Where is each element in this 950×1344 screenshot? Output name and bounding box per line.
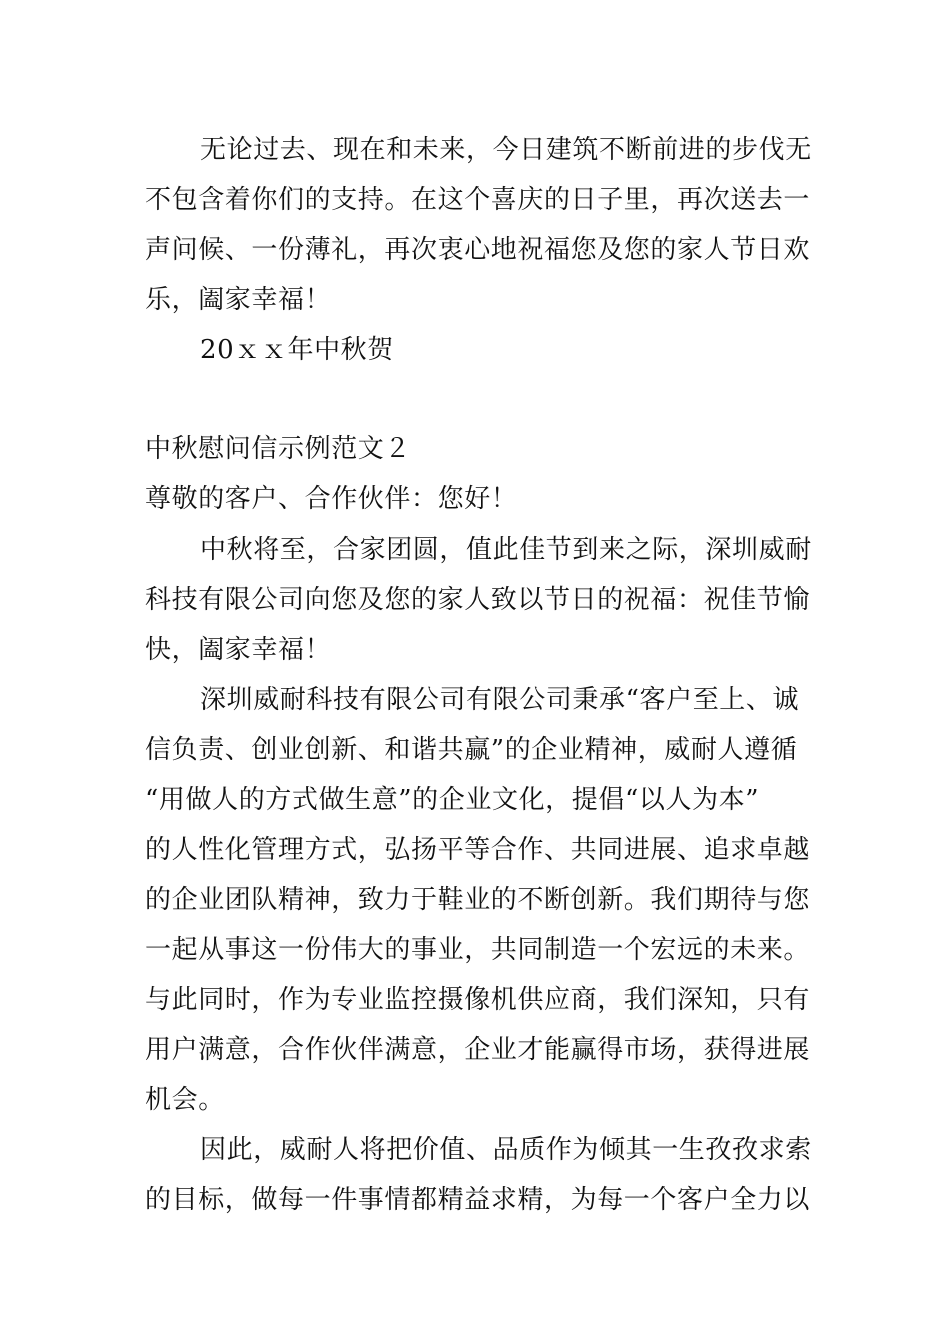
paragraph-line: 用户满意，合作伙伴满意，企业才能赢得市场，获得进展 [145,1035,811,1065]
paragraph-line: 无论过去、现在和未来，今日建筑不断前进的步伐无 [200,135,812,165]
paragraph-line: 科技有限公司向您及您的家人致以节日的祝福：祝佳节愉 [145,585,811,615]
paragraph-line: 机会。 [145,1085,225,1115]
paragraph-line: 乐，阖家幸福！ [145,285,332,315]
paragraph-line: 因此，威耐人将把价值、品质作为倾其一生孜孜求索 [200,1135,812,1165]
paragraph-line: 深圳威耐科技有限公司有限公司秉承“客户至上、诚 [200,685,800,715]
section-title: 中秋慰问信示例范文２ [145,434,412,464]
greeting-line: 尊敬的客户、合作伙伴：您好！ [145,484,518,514]
paragraph-line: 的人性化管理方式，弘扬平等合作、共同进展、追求卓越 [145,835,811,865]
paragraph-line: 的企业团队精神，致力于鞋业的不断创新。我们期待与您 [145,885,811,915]
paragraph-line: 与此同时，作为专业监控摄像机供应商，我们深知，只有 [145,985,811,1015]
date-line: 20ｘｘ年中秋贺 [200,335,394,365]
paragraph-line: 中秋将至，合家团圆，值此佳节到来之际，深圳威耐 [200,535,812,565]
paragraph-line: 信负责、创业创新、和谐共赢”的企业精神，威耐人遵循 [145,735,798,765]
paragraph-line: 的目标，做每一件事情都精益求精，为每一个客户全力以 [145,1185,811,1215]
paragraph-line: 快，阖家幸福！ [145,635,332,665]
paragraph-line: 一起从事这一份伟大的事业，共同制造一个宏远的未来。 [145,935,811,965]
paragraph-line: “用做人的方式做生意”的企业文化，提倡“以人为本” [145,785,760,815]
paragraph-line: 不包含着你们的支持。在这个喜庆的日子里，再次送去一 [145,185,811,215]
paragraph-line: 声问候、一份薄礼，再次衷心地祝福您及您的家人节日欢 [145,235,811,265]
